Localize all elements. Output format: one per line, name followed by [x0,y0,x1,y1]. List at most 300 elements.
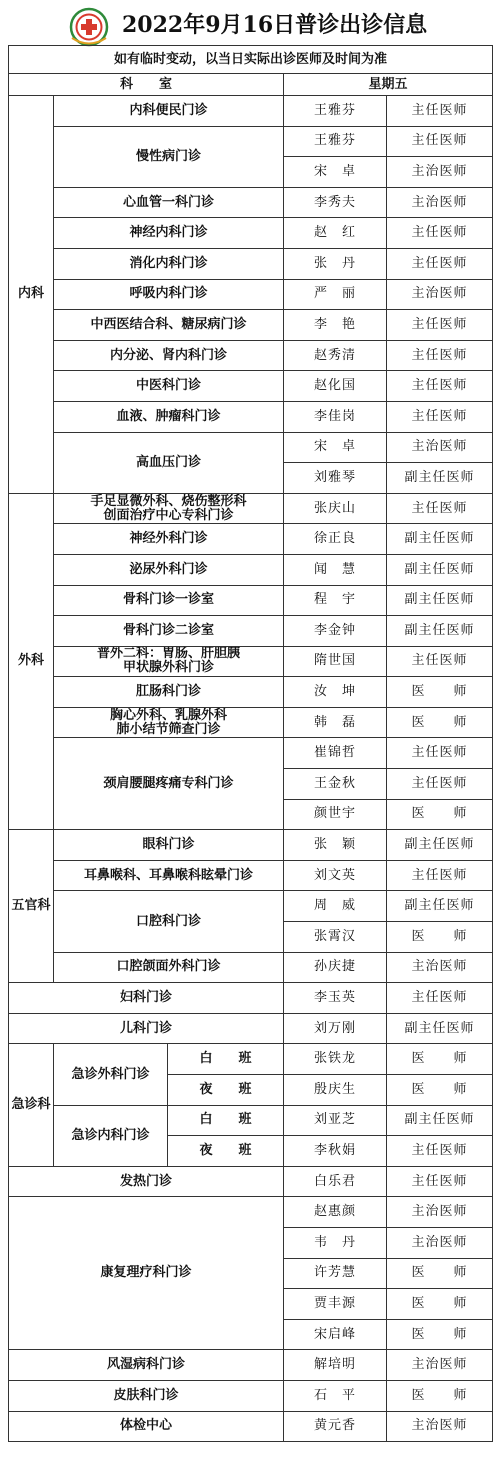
doctor-name-text: 王雅芬 [313,133,356,149]
doctor-title-text: 主任医师 [411,990,468,1006]
doctor-title [387,983,493,1014]
table-row [9,310,493,341]
doctor-title-text: 主任医师 [411,775,468,791]
doctor-name-text: 解培明 [313,1357,356,1373]
clinic-name-text: 心血管一科门诊 [122,194,214,210]
doctor-title-text: 主任医师 [411,1142,468,1158]
doctor-name [284,554,387,585]
doctor-title-text: 副主任医师 [404,592,475,608]
schedule-table [8,45,493,1442]
shift-label [168,1075,284,1106]
doctor-name [284,952,387,983]
table-row [9,646,493,677]
doctor-title [387,1380,493,1411]
doctor-name-text: 白乐君 [313,1173,356,1189]
table-row [9,432,493,463]
doctor-title-text: 医 师 [411,1326,468,1342]
doctor-name-text: 宋 卓 [313,439,356,455]
table-row [9,371,493,402]
clinic-name [54,187,284,218]
doctor-name-text: 李佳岗 [313,408,356,424]
doctor-title [387,1258,493,1289]
clinic-name-text: 眼科门诊 [142,837,195,853]
doctor-title [387,799,493,830]
doctor-title [387,1166,493,1197]
doctor-title [387,554,493,585]
clinic-name-text: 急诊内科门诊 [71,1127,150,1143]
doctor-name [284,463,387,494]
clinic-name [54,493,284,524]
table-row [9,952,493,983]
doctor-name-text: 许芳慧 [313,1265,356,1281]
clinic-name-text: 骨科门诊二诊室 [122,622,214,638]
group-name [9,830,54,983]
table-row [9,1380,493,1411]
clinic-name-text: 内科便民门诊 [129,102,208,118]
doctor-title [387,1044,493,1075]
clinic-name [54,1105,168,1166]
doctor-name-text: 李 艳 [313,316,356,332]
clinic-name [9,1380,284,1411]
doctor-title [387,157,493,188]
doctor-title [387,1319,493,1350]
doctor-name-text: 周 威 [313,898,356,914]
doctor-title [387,646,493,677]
clinic-name [9,1197,284,1350]
doctor-title [387,891,493,922]
group-name-text: 外科 [17,653,44,669]
doctor-name [284,677,387,708]
doctor-name-text: 赵惠颜 [313,1204,356,1220]
doctor-title [387,952,493,983]
doctor-name-text: 刘万刚 [313,1020,356,1036]
clinic-name [54,738,284,830]
clinic-name [54,401,284,432]
doctor-name [284,738,387,769]
doctor-name-text: 李金钟 [313,622,356,638]
clinic-name-text: 内分泌、肾内科门诊 [109,347,227,363]
doctor-name [284,524,387,555]
table-row [9,1166,493,1197]
doctor-title [387,1411,493,1442]
doctor-name [284,799,387,830]
doctor-name-text: 刘雅琴 [313,469,356,485]
doctor-name [284,1136,387,1167]
doctor-name [284,769,387,800]
doctor-title-text: 医 师 [411,928,468,944]
doctor-title-text: 主任医师 [411,745,468,761]
doctor-name [284,1044,387,1075]
doctor-title [387,922,493,953]
clinic-name-text: 中医科门诊 [135,378,201,394]
doctor-title [387,1105,493,1136]
doctor-title [387,493,493,524]
group-name-text: 急诊科 [11,1097,51,1113]
doctor-name [284,1105,387,1136]
doctor-name-text: 严 丽 [313,286,356,302]
doctor-title-text: 主任医师 [411,378,468,394]
clinic-name-text-line2: 肺小结节筛查门诊 [116,721,221,737]
clinic-name-text: 消化内科门诊 [129,255,208,271]
doctor-title-text: 医 师 [411,806,468,822]
clinic-name-text: 骨科门诊一诊室 [122,592,214,608]
table-row [9,187,493,218]
doctor-name-text: 宋启峰 [313,1326,356,1342]
doctor-title-text: 副主任医师 [404,531,475,547]
table-row [9,1105,493,1136]
clinic-name [54,96,284,127]
doctor-name-text: 贾丰源 [313,1295,356,1311]
clinic-name [54,952,284,983]
table-row [9,279,493,310]
clinic-name-text: 普外二科：胃肠、肝胆胰 [96,646,240,662]
table-row [9,524,493,555]
clinic-name-text: 神经内科门诊 [129,225,208,241]
clinic-name-text: 肛肠科门诊 [135,684,201,700]
doctor-name [284,1013,387,1044]
doctor-title-text: 医 师 [411,684,468,700]
clinic-name [9,1350,284,1381]
doctor-title-text: 副主任医师 [404,469,475,485]
clinic-name [9,983,284,1014]
doctor-title [387,218,493,249]
doctor-title-text: 主治医师 [411,1234,468,1250]
clinic-name-text: 神经外科门诊 [129,531,208,547]
doctor-title-text: 主治医师 [411,959,468,975]
table-row [9,1197,493,1228]
doctor-title-text: 主任医师 [411,408,468,424]
group-name-text: 五官科 [11,898,51,914]
doctor-name-text: 张 丹 [313,255,356,271]
table-row [9,554,493,585]
column-header-row [9,74,493,96]
doctor-title-text: 主任医师 [411,225,468,241]
doctor-name [284,126,387,157]
doctor-name-text: 赵秀清 [313,347,356,363]
doctor-name [284,279,387,310]
doctor-name [284,401,387,432]
group-name [9,493,54,830]
shift-label-text: 白 班 [199,1051,252,1067]
doctor-title [387,860,493,891]
clinic-name [54,830,284,861]
table-row [9,493,493,524]
clinic-name-text: 泌尿外科门诊 [129,561,208,577]
shift-label [168,1136,284,1167]
clinic-name-text: 手足显微外科、烧伤整形科 [90,493,247,509]
doctor-title-text: 主治医师 [411,286,468,302]
clinic-name [54,310,284,341]
clinic-name-text: 颈肩腰腿疼痛专科门诊 [103,775,234,791]
table-row [9,248,493,279]
dept-column-header: 科 室 [9,74,284,96]
doctor-title [387,677,493,708]
doctor-title [387,279,493,310]
clinic-name-text: 胸心外科、乳腺外科 [109,707,227,723]
clinic-name [54,677,284,708]
shift-label [168,1105,284,1136]
doctor-title-text: 副主任医师 [404,898,475,914]
doctor-name-text: 刘亚芝 [313,1112,356,1128]
doctor-title [387,432,493,463]
clinic-name-text: 皮肤科门诊 [113,1387,179,1403]
doctor-title-text: 医 师 [411,1387,468,1403]
table-row [9,1350,493,1381]
doctor-title [387,1197,493,1228]
doctor-name [284,248,387,279]
doctor-name [284,891,387,922]
doctor-title-text: 副主任医师 [404,1020,475,1036]
doctor-name [284,1289,387,1320]
doctor-name [284,1380,387,1411]
doctor-title [387,340,493,371]
doctor-title-text: 副主任医师 [404,561,475,577]
day-column-header: 星期五 [284,74,493,96]
doctor-title-text: 医 师 [411,1051,468,1067]
clinic-name-text: 康复理疗科门诊 [100,1265,192,1281]
clinic-name-text: 发热门诊 [119,1173,172,1189]
doctor-title-text: 主治医师 [411,163,468,179]
doctor-name-text: 黄元香 [313,1418,356,1434]
doctor-name [284,1411,387,1442]
doctor-title-text: 主任医师 [411,653,468,669]
clinic-name [9,1166,284,1197]
clinic-name [54,707,284,738]
doctor-title-text: 主任医师 [411,867,468,883]
table-row [9,1044,493,1075]
doctor-title-text: 主任医师 [411,133,468,149]
doctor-name [284,340,387,371]
clinic-name-text: 体检中心 [119,1418,172,1434]
page-title: 2022年9月16日普诊出诊信息 [122,12,428,38]
clinic-name [9,1013,284,1044]
doctor-title [387,707,493,738]
clinic-name-text: 呼吸内科门诊 [129,286,208,302]
doctor-name [284,1227,387,1258]
doctor-name-text: 汝 坤 [313,684,356,700]
notice-row [9,46,493,74]
group-name [9,1044,54,1166]
doctor-title [387,126,493,157]
clinic-name [54,432,284,493]
doctor-title [387,371,493,402]
table-row [9,401,493,432]
clinic-name-text-line2: 甲状腺外科门诊 [122,660,214,676]
notice-text: 如有临时变动，以当日实际出诊医师及时间为准 [9,46,493,74]
clinic-name-text: 风湿病科门诊 [106,1357,185,1373]
doctor-name [284,187,387,218]
doctor-title [387,1350,493,1381]
doctor-title-text: 主任医师 [411,255,468,271]
clinic-name-text: 慢性病门诊 [135,148,201,164]
doctor-title [387,401,493,432]
doctor-title-text: 医 师 [411,1265,468,1281]
clinic-name [54,860,284,891]
doctor-title-text: 主任医师 [411,1173,468,1189]
doctor-name-text: 李秀夫 [313,194,356,210]
clinic-name [54,585,284,616]
doctor-title-text: 主任医师 [411,316,468,332]
table-row [9,738,493,769]
doctor-name [284,616,387,647]
doctor-title-text: 副主任医师 [404,1112,475,1128]
doctor-title [387,248,493,279]
shift-label-text: 夜 班 [199,1142,252,1158]
clinic-name [54,1044,168,1105]
doctor-name-text: 王雅芬 [313,102,356,118]
doctor-name [284,1075,387,1106]
clinic-name [54,248,284,279]
table-row [9,677,493,708]
doctor-name [284,1319,387,1350]
table-row [9,830,493,861]
doctor-name-text: 徐正良 [313,531,356,547]
clinic-name [54,554,284,585]
doctor-title [387,769,493,800]
doctor-title [387,738,493,769]
clinic-name [54,646,284,677]
doctor-name-text: 孙庆捷 [313,959,356,975]
table-row [9,96,493,127]
doctor-title-text: 医 师 [411,714,468,730]
table-row [9,585,493,616]
doctor-name [284,96,387,127]
table-row [9,218,493,249]
table-row [9,1013,493,1044]
doctor-name [284,922,387,953]
doctor-title [387,1013,493,1044]
doctor-title-text: 副主任医师 [404,622,475,638]
clinic-name [54,524,284,555]
clinic-name [54,279,284,310]
doctor-name-text: 刘文英 [313,867,356,883]
doctor-name-text: 殷庆生 [313,1081,356,1097]
clinic-name [54,218,284,249]
table-row [9,891,493,922]
doctor-name-text: 张 颖 [313,837,356,853]
doctor-name-text: 张铁龙 [313,1051,356,1067]
doctor-title-text: 主治医师 [411,194,468,210]
clinic-name [9,1411,284,1442]
clinic-name [54,891,284,952]
doctor-title-text: 主任医师 [411,347,468,363]
doctor-name-text: 王金秋 [313,775,356,791]
doctor-name [284,310,387,341]
table-row [9,616,493,647]
doctor-name-text: 闻 慧 [313,561,356,577]
doctor-name [284,493,387,524]
table-row [9,126,493,157]
doctor-title [387,96,493,127]
doctor-name-text: 张霄汉 [313,928,356,944]
doctor-name [284,432,387,463]
doctor-title-text: 主治医师 [411,1204,468,1220]
clinic-name-text: 高血压门诊 [135,454,201,470]
doctor-name [284,983,387,1014]
doctor-title-text: 主治医师 [411,1418,468,1434]
doctor-title [387,310,493,341]
doctor-title-text: 主治医师 [411,1357,468,1373]
doctor-title-text: 医 师 [411,1295,468,1311]
clinic-name-text: 耳鼻喉科、耳鼻喉科眩晕门诊 [83,867,253,883]
doctor-title [387,585,493,616]
group-name-text: 内科 [17,286,44,302]
doctor-name [284,1258,387,1289]
doctor-name [284,707,387,738]
doctor-name-text: 张庆山 [313,500,356,516]
doctor-name-text: 程 宇 [313,592,356,608]
doctor-title [387,1227,493,1258]
clinic-name-text: 血液、肿瘤科门诊 [116,408,221,424]
doctor-name [284,585,387,616]
doctor-title [387,830,493,861]
doctor-title [387,1136,493,1167]
doctor-name [284,830,387,861]
clinic-name-text-line2: 创面治疗中心专科门诊 [103,507,234,523]
doctor-title-text: 主任医师 [411,102,468,118]
doctor-title-text: 医 师 [411,1081,468,1097]
doctor-name [284,218,387,249]
doctor-title-text: 主治医师 [411,439,468,455]
hospital-logo-icon [66,7,112,47]
table-row [9,1411,493,1442]
shift-label [168,1044,284,1075]
doctor-name-text: 颜世宇 [313,806,356,822]
doctor-name [284,860,387,891]
clinic-name-text: 中西医结合科、糖尿病门诊 [90,316,247,332]
doctor-name [284,1350,387,1381]
doctor-name [284,1197,387,1228]
shift-label-text: 白 班 [199,1112,252,1128]
doctor-name-text: 宋 卓 [313,163,356,179]
table-row [9,983,493,1014]
doctor-name [284,1166,387,1197]
doctor-title [387,524,493,555]
clinic-name-text: 口腔科门诊 [135,913,201,929]
doctor-title [387,616,493,647]
clinic-name-text: 儿科门诊 [119,1020,172,1036]
clinic-name-text: 急诊外科门诊 [71,1066,150,1082]
clinic-name [54,126,284,187]
table-row [9,707,493,738]
group-name [9,96,54,494]
doctor-name-text: 韩 磊 [313,714,356,730]
doctor-name-text: 赵化国 [313,378,356,394]
clinic-name [54,340,284,371]
clinic-name-text: 口腔颌面外科门诊 [116,959,221,975]
clinic-name [54,371,284,402]
shift-label-text: 夜 班 [199,1081,252,1097]
clinic-name [54,616,284,647]
header [8,6,492,44]
doctor-name-text: 韦 丹 [313,1234,356,1250]
clinic-name-text: 妇科门诊 [119,990,172,1006]
doctor-name-text: 崔锦哲 [313,745,356,761]
doctor-title [387,1289,493,1320]
doctor-name [284,646,387,677]
doctor-name-text: 石 平 [313,1387,356,1403]
doctor-name [284,371,387,402]
doctor-name-text: 李玉英 [313,990,356,1006]
table-row [9,340,493,371]
table-row [9,860,493,891]
doctor-title-text: 主任医师 [411,500,468,516]
doctor-name-text: 赵 红 [313,225,356,241]
doctor-name-text: 李秋娟 [313,1142,356,1158]
doctor-title [387,463,493,494]
doctor-title [387,1075,493,1106]
doctor-title-text: 副主任医师 [404,837,475,853]
